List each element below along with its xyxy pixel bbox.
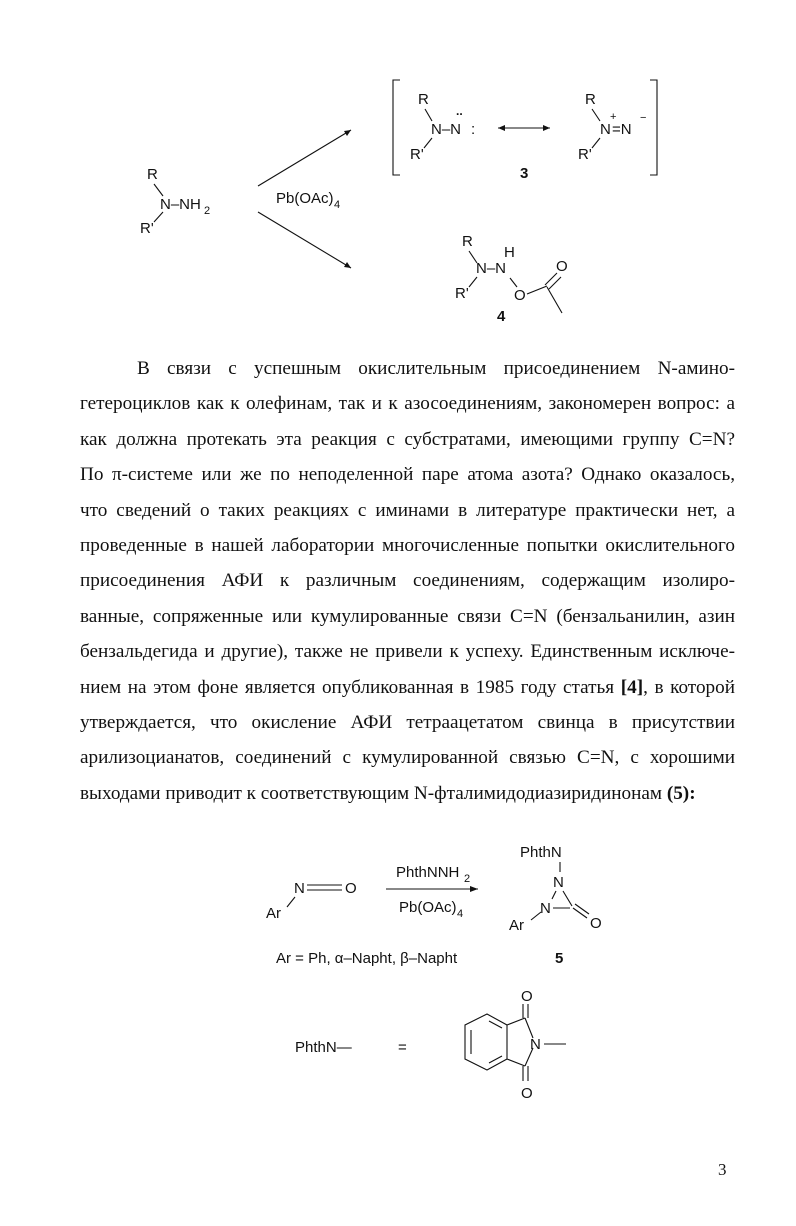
- phthn-o-bottom: O: [521, 1085, 533, 1102]
- paragraph-line: проведенные в нашей лаборатории многочисленные попытки окислительного: [80, 535, 735, 557]
- reagent-sub4: 4: [334, 199, 341, 211]
- reagent-pboac: Pb(OAc): [276, 190, 334, 207]
- phthn-n: N: [530, 1036, 541, 1053]
- s2-ar: Ar: [266, 905, 281, 922]
- page-number: 3: [718, 1160, 727, 1179]
- p4-nn: N–N: [476, 260, 507, 277]
- p5-phthn: PhthN: [520, 844, 562, 861]
- scheme1-reagent: [258, 130, 351, 268]
- product-3: [393, 80, 657, 182]
- p3-eq-n: =N: [612, 121, 632, 138]
- p3-nn-left: N–N: [431, 121, 462, 138]
- paragraph-line: присоединения АФИ к различным соединениям, содержащим изолиро-: [80, 570, 735, 592]
- s2-n: N: [294, 880, 305, 897]
- scheme2-reactant: [266, 880, 357, 922]
- paragraph-line: гетероциклов как к олефинам, так и к азосоединениям, закономерен вопрос: а: [80, 393, 735, 415]
- reactant-r: R: [147, 166, 158, 183]
- line10-text: нием на этом фоне является опубликованная в 1985 году статья: [80, 676, 621, 698]
- phthn-o-top: O: [521, 988, 533, 1005]
- p3-r-left: R: [418, 91, 429, 108]
- paragraph-line: как должна протекать эта реакция с субстратами, имеющими группу C=N?: [80, 428, 735, 450]
- product-4: [455, 233, 568, 325]
- scheme1-reactant: [140, 166, 210, 237]
- p5-o: O: [590, 915, 602, 932]
- reference-4: [4]: [620, 676, 644, 698]
- phthn-equals: =: [398, 1039, 407, 1056]
- line13-colon: :: [689, 782, 696, 804]
- line13-text: выходами приводит к соответствующим N-фталимидодиазиридинонам: [80, 782, 667, 804]
- compound-5-label: 5: [555, 950, 564, 967]
- paragraph-line: утверждается, что окисление АФИ тетраацетатом свинца в присутствии: [80, 712, 735, 734]
- compound-3-label: 3: [520, 165, 529, 182]
- p3-r-right: R: [585, 91, 596, 108]
- scheme2-reagents: [386, 864, 478, 920]
- phthn-label: PhthN—: [295, 1039, 352, 1056]
- p3-lone-pair: ..: [456, 104, 463, 118]
- s2-reagent-top: PhthNNH: [396, 864, 460, 881]
- compound-4-label: 4: [497, 308, 506, 325]
- paragraph-line: ванные, сопряженные или кумулированные связи C=N (бензальанилин, азин: [80, 605, 735, 627]
- s2-o: O: [345, 880, 357, 897]
- paragraph-line: что сведений о таких реакциях с иминами в литературе практически нет, а: [80, 499, 735, 521]
- p5-ar: Ar: [509, 917, 524, 934]
- p3-r-prime-right: R': [578, 146, 592, 163]
- paragraph-line: [80, 776, 735, 811]
- line10-tail: , в которой: [643, 676, 735, 698]
- paragraph-line: [80, 670, 735, 705]
- s2-reagent-bottom-sub: 4: [457, 908, 464, 920]
- p4-o-carbonyl: O: [556, 258, 568, 275]
- reactant-sub2: 2: [204, 205, 211, 217]
- p4-r-prime: R': [455, 285, 469, 302]
- p3-minus: −: [640, 112, 647, 124]
- paragraph-line: В связи с успешным окислительным присоединением N-амино-: [137, 358, 735, 379]
- paragraph-line: арилизоцианатов, соединений с кумулированной связью C=N, с хорошими: [80, 747, 735, 769]
- ar-definition: Ar = Ph, α–Napht, β–Napht: [276, 950, 458, 967]
- p5-n-top: N: [553, 874, 564, 891]
- paragraph-line: По π-системе или же по неподеленной паре атома азота? Однако оказалось,: [80, 464, 735, 486]
- p4-h: H: [504, 244, 515, 261]
- p3-r-prime-left: R': [410, 146, 424, 163]
- product-5: [509, 844, 602, 934]
- body-paragraph: [80, 351, 735, 811]
- s2-reagent-bottom: Pb(OAc): [399, 899, 457, 916]
- p3-n-plus: N: [600, 121, 611, 138]
- p4-r: R: [462, 233, 473, 250]
- p3-plus: +: [610, 111, 617, 123]
- s2-reagent-top-sub: 2: [464, 873, 471, 885]
- compound-5-ref: (5): [666, 782, 690, 804]
- phthn-definition: [295, 988, 566, 1102]
- paragraph-line: бензальдегида и другие), также не привели к успеху. Единственным исключе-: [80, 641, 735, 663]
- reactant-r-prime: R': [140, 220, 154, 237]
- p5-n-bottom: N: [540, 900, 551, 917]
- p3-colon: :: [471, 121, 476, 138]
- reactant-nnh: N–NH: [160, 196, 201, 213]
- p4-o-ester: O: [514, 287, 526, 304]
